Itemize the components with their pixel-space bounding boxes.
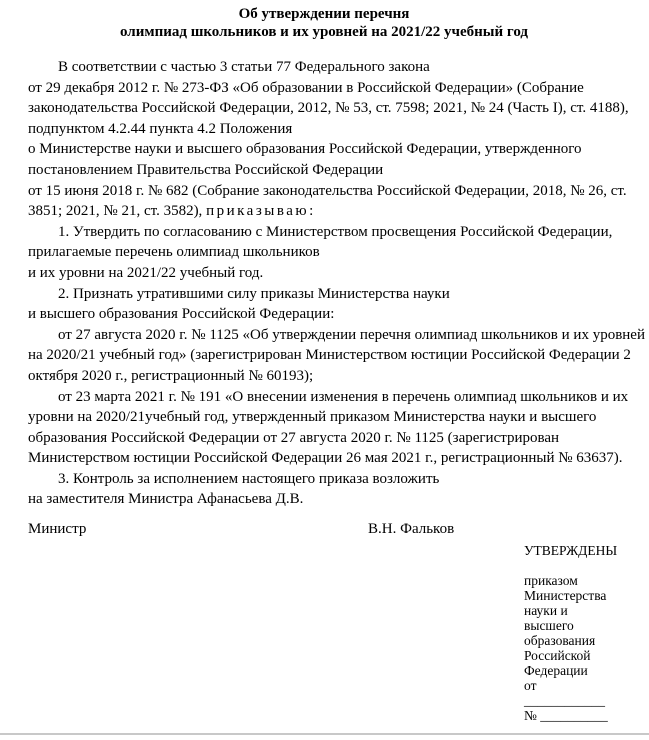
body-line: и высшего образования Российской Федерации:: [28, 306, 335, 323]
body-line: от 23 марта 2021 г. № 191 «О внесении изменения в перечень олимпиад школьников и их: [58, 388, 629, 405]
body-line: на 2020/21 учебный год» (зарегистрирован Министерством юстиции Российской Федерации 2: [28, 347, 631, 364]
body-line: на заместителя Министра Афанасьева Д.В.: [28, 491, 304, 508]
body-line: В соответствии с частью 3 статьи 77 Федерального закона: [58, 59, 430, 75]
document-title: [28, 6, 620, 41]
body-line: 1. Утвердить по согласованию с Министерством просвещения Российской Федерации,: [58, 223, 613, 240]
body-line-text: 3851; 2021, № 21, ст. 3582),: [28, 203, 207, 220]
approval-line: УТВЕРЖДЕНЫ: [524, 543, 618, 558]
approval-line: Министерства: [524, 588, 607, 603]
signature-row: [28, 519, 620, 539]
approval-line: от: [524, 678, 537, 693]
approval-line: Федерации: [524, 663, 588, 678]
document-body-text: [28, 57, 645, 510]
body-line: от 29 декабря 2012 г. № 273-ФЗ «Об образовании в Российской Федерации» (Собрание: [28, 79, 584, 96]
approval-line: науки и: [524, 603, 568, 618]
body-line: 3. Контроль за исполнением настоящего приказа возложить: [58, 470, 440, 487]
body-line: уровни на 2020/21учебный год, утвержденный приказом Министерства науки и высшего: [28, 409, 597, 426]
body-line: о Министерстве науки и высшего образования Российской Федерации, утвержденного: [28, 141, 582, 158]
approval-block: [524, 543, 624, 723]
approval-line: приказом: [524, 573, 578, 588]
body-line: прилагаемые перечень олимпиад школьников: [28, 244, 320, 261]
approval-line: образования: [524, 633, 596, 648]
body-line: Министерством юстиции Российской Федерации 26 мая 2021 г., регистрационный № 63637).: [28, 450, 623, 467]
signature-position-label: Министр: [28, 521, 87, 537]
body-line: постановлением Правительства Российской Федерации: [28, 161, 384, 178]
body-line: 2. Признать утратившими силу приказы Министерства науки: [58, 285, 450, 302]
body-line: и их уровни на 2021/22 учебный год.: [28, 264, 264, 281]
body-line: [28, 201, 624, 222]
body-line: законодательства Российской Федерации, 2012, № 53, ст. 7598; 2021, № 24 (Часть I), ст. 4188),: [28, 100, 629, 117]
body-line: от 15 июня 2018 г. № 682 (Собрание законодательства Российской Федерации, 2018, № 26, ст.: [28, 182, 627, 199]
approval-line: Российской: [524, 648, 591, 663]
approval-line: высшего: [524, 618, 574, 633]
page-bottom-divider: [0, 733, 649, 735]
body-line: октября 2020 г., регистрационный № 60193);: [28, 367, 314, 384]
approval-blank-line: [524, 558, 624, 573]
body-line: от 27 августа 2020 г. № 1125 «Об утверждении перечня олимпиад школьников и их уровней: [58, 326, 645, 343]
title-line: олимпиад школьников и их уровней на 2021/22 учебный год: [120, 23, 528, 40]
body-line: образования Российской Федерации от 27 августа 2020 г. № 1125 (зарегистрирован: [28, 429, 560, 446]
approval-line: ____________: [524, 693, 605, 708]
signature-name: В.Н. Фальков: [368, 521, 455, 537]
title-line: Об утверждении перечня: [238, 6, 410, 22]
body-line: подпунктом 4.2.44 пункта 4.2 Положения: [28, 120, 293, 137]
approval-line: № __________: [524, 708, 608, 723]
body-line-emphasized-text: приказываю:: [206, 203, 316, 220]
